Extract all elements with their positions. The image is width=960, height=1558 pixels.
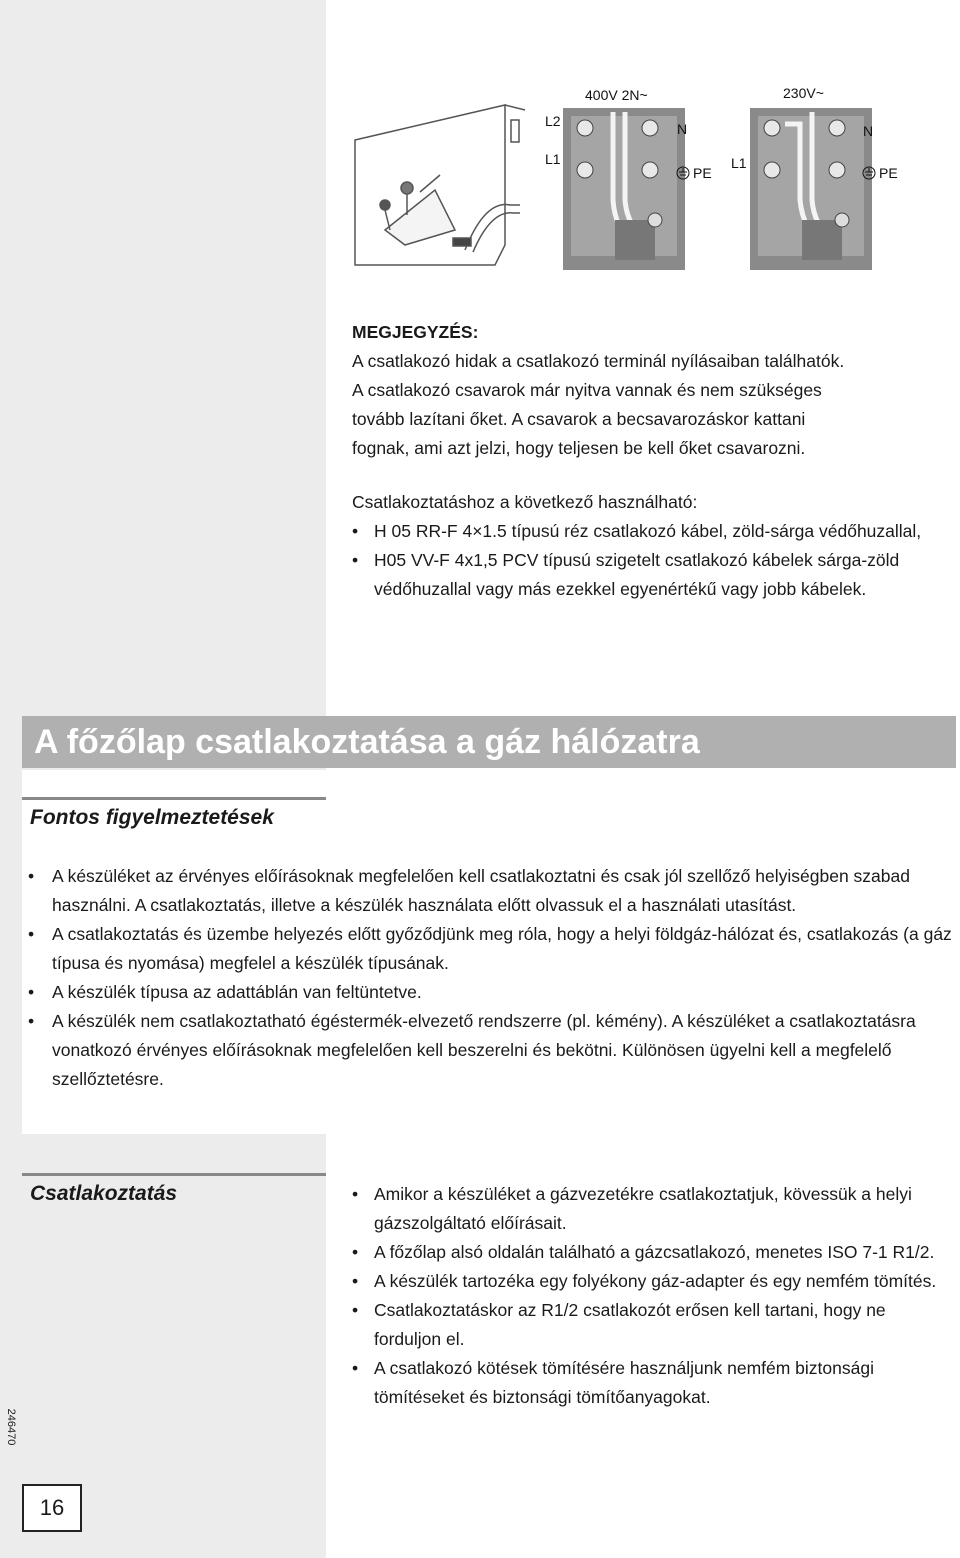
cable-list — [352, 517, 952, 604]
page-number: 16 — [22, 1484, 82, 1532]
list-item: • A készüléket az érvényes előírásoknak megfelelően kell csatlakoztatni és csak jól szellőző helyiségben szabad használni. A csatlakoztatás, illetve a készülék használata előtt olvassuk el a használati utasítást. — [22, 862, 952, 920]
wiring-diagram — [345, 80, 905, 280]
label-l1-right: L1 — [731, 155, 747, 171]
list-item: • A készülék típusa az adattáblán van feltüntetve. — [22, 978, 952, 1007]
section-title: A főzőlap csatlakoztatása a gáz hálózatra — [34, 723, 700, 761]
hob-sketch — [355, 105, 525, 265]
section-title-bar — [22, 716, 956, 768]
connection-heading: Csatlakoztatás — [30, 1182, 178, 1205]
list-item: • A csatlakozó kötések tömítésére használjunk nemfém biztonsági tömítéseket és biztonsági tömítőanyagokat. — [352, 1354, 956, 1412]
connection-block — [352, 1180, 956, 1412]
warnings-heading: Fontos figyelmeztetések — [30, 806, 274, 829]
label-230v: 230V~ — [783, 85, 824, 101]
list-item: • A készülék nem csatlakoztatható égéstermék-elvezető rendszerre (pl. kémény). A készüléket a csatlakoztatásra vonatkozó érvényes előírásoknak megfelelően kell beszerelni és bekötni. Különösen ügyelni kell a megfelelő szellőztetésre. — [22, 1007, 952, 1094]
warnings-list — [22, 862, 952, 1094]
connection-heading-block — [22, 1173, 326, 1206]
list-item: • A főzőlap alsó oldalán található a gázcsatlakozó, menetes ISO 7-1 R1/2. — [352, 1238, 956, 1267]
label-400v: 400V 2N~ — [585, 87, 648, 103]
label-pe-right: PE — [879, 165, 898, 181]
label-n-right: N — [863, 123, 874, 139]
label-l2: L2 — [545, 113, 561, 129]
document-code: 246470 — [5, 1408, 17, 1446]
note-title: MEGJEGYZÉS: — [352, 322, 479, 342]
note-line: A csatlakozó csavarok már nyitva vannak és nem szükséges — [352, 380, 822, 400]
list-item: • H 05 RR-F 4×1.5 típusú réz csatlakozó kábel, zöld-sárga védőhuzallal, — [352, 517, 952, 546]
terminal-block-230v — [750, 108, 872, 270]
note-line: tovább lazítani őket. A csavarok a becsavarozáskor kattani — [352, 409, 806, 429]
usage-intro: Csatlakoztatáshoz a következő használható: — [352, 492, 698, 512]
note-line: A csatlakozó hidak a csatlakozó terminál nyílásaiban találhatók. — [352, 351, 845, 371]
warnings-heading-block — [22, 797, 326, 830]
list-item: • H05 VV-F 4x1,5 PCV típusú szigetelt csatlakozó kábelek sárga-zöld védőhuzallal vagy más ezekkel egyenértékű vagy jobb kábelek. — [352, 546, 952, 604]
list-item: • Amikor a készüléket a gázvezetékre csatlakoztatjuk, kövessük a helyi gázszolgáltató előírásait. — [352, 1180, 956, 1238]
note-line: fognak, ami azt jelzi, hogy teljesen be kell őket csavarozni. — [352, 438, 806, 458]
connection-list — [352, 1180, 956, 1412]
label-pe-left: PE — [693, 165, 712, 181]
warnings-block — [22, 862, 952, 1094]
label-n-left: N — [677, 121, 688, 137]
terminal-block-400v — [563, 108, 688, 270]
cable-usage-block — [352, 488, 952, 604]
list-item: • A készülék tartozéka egy folyékony gáz-adapter és egy nemfém tömítés. — [352, 1267, 956, 1296]
note-block — [352, 318, 952, 463]
list-item: • Csatlakoztatáskor az R1/2 csatlakozót erősen kell tartani, hogy ne forduljon el. — [352, 1296, 956, 1354]
list-item: • A csatlakoztatás és üzembe helyezés előtt győződjünk meg róla, hogy a helyi földgáz-hálózat és, csatlakozás (a gáz típusa és nyomása) megfelel a készülék típusának. — [22, 920, 952, 978]
label-l1-left: L1 — [545, 151, 561, 167]
